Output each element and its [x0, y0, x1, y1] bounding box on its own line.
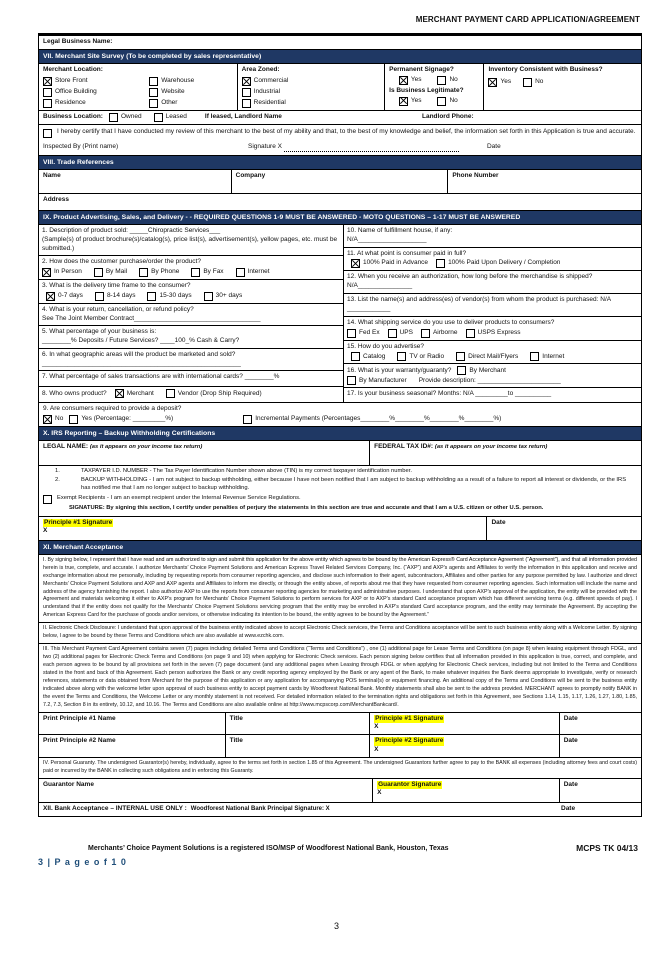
checkbox-label: By Mail [105, 268, 128, 276]
title-field[interactable] [226, 735, 370, 757]
q8-label: 8. Who owns product? [42, 389, 107, 397]
opt-vendor-drop-ship[interactable] [166, 389, 262, 398]
checkbox-icon [43, 77, 52, 86]
question-4[interactable] [39, 304, 343, 327]
signature-line[interactable] [284, 145, 459, 152]
trade-address-field[interactable] [39, 194, 641, 211]
opt-other[interactable] [149, 99, 194, 108]
checkbox-label: USPS Express [477, 328, 521, 336]
trade-phone-label: Phone Number [452, 171, 499, 179]
signature-x: X [377, 789, 382, 797]
opt-deposit-no[interactable] [43, 415, 63, 424]
q16-label: 16. What is your warranty/guaranty? [347, 366, 452, 374]
opt-signage-yes[interactable] [399, 76, 422, 85]
checkbox-icon [347, 376, 356, 385]
checkbox-icon [437, 97, 446, 106]
signature-label: Principle #1 Signature [375, 714, 444, 722]
print-name-label: Print Principle #2 Name [43, 737, 116, 745]
checkbox-icon [149, 99, 158, 108]
checkbox-icon [347, 329, 356, 338]
signage-cell [385, 64, 484, 110]
checkbox-icon [109, 113, 118, 122]
checkbox-label: No [449, 96, 458, 104]
merchant-acceptance-para-1: I. By signing below, I represent that I have read and am authorized to sign and submit this application for the above entity which agrees to be bound by the American Express® Card Acceptance Agreement (“Agreement”), and that all information provided herein is true, complete, and accurate. I authorize Merchants’ Choice Payment Solutions and American Express Travel Related Services Company, Inc. (“AXP”) and AXP’s agents and Affiliates to verify the information in this application and receive and exchange information about me personally, including by requesting reports from consumer reporting agencies, and disclose such information to their agent, subcontractors, Affiliates and other parties for any purpose permitted by law. I authorize and direct Merchants’ Choice Payment Solutions and AXP and AXP agents and Affiliates to inform me directly, or through the entity above, of reports about me that they have requested from consumer reporting agencies. Such information will include the name and address of the agency furnishing the report. I also authorize AXP to use the reports from consumer reporting agencies for marketing and administrative purposes. I understand that upon AXP’s approval of the application, the entity will be provided with the Agreement and materials welcoming it either to AXP’s program for Merchants’ Choice Payment Solutions to perform services for AXP or to AXP’s standard Card acceptance program which has different servicing terms (e.g. different speeds of pay). I understand that if the entity does not qualify for the Merchants’ Choice Payment Solutions servicing program that the entity may be enrolled in AXP’s standard Card acceptance program, and the entity may terminate the Agreement. By accepting the American Express Card for the purchase of goods and/or services, or otherwise indicating its intention to be bound, the entity agrees to be bound by the Agreement.” [39, 555, 641, 624]
checkbox-icon [204, 292, 213, 301]
inspected-by-label: Inspected By (Print name) [43, 142, 119, 150]
checkbox-label: Yes [410, 96, 422, 104]
checkbox-label: Airborne [432, 328, 458, 336]
checkbox-icon [154, 113, 163, 122]
question-6[interactable] [39, 349, 343, 372]
checkbox-label: By Manufacturer [359, 376, 407, 384]
date-field[interactable] [560, 779, 641, 802]
q6-value: _______________________________________________________ [42, 359, 241, 367]
opt-warranty-merchant[interactable] [457, 366, 506, 375]
date-label: Date [486, 142, 501, 150]
checkbox-icon [43, 415, 52, 424]
checkbox-icon [243, 415, 252, 424]
date-field[interactable] [487, 517, 641, 540]
checkbox-icon [456, 352, 465, 361]
irs-name-row [39, 441, 641, 466]
q6-label: 6. In what geographic areas will the product be marketed and sold? [42, 350, 236, 358]
date-field[interactable] [560, 735, 641, 757]
opt-legitimate-no[interactable] [437, 97, 457, 106]
certify-row [39, 125, 641, 141]
business-location-row [39, 111, 641, 125]
print-name-field[interactable] [39, 735, 226, 757]
application-form [38, 33, 642, 817]
item-text: BACKUP WITHHOLDING - I am not subject to backup withholding, either because I have not been notified that I am subject to backup withholding as a result of a failure to report all interest or dividends, or the IRS has notified me that I am no longer subject to backup withholding. [81, 477, 627, 491]
checkbox-icon [457, 366, 466, 375]
checkbox-icon [242, 99, 251, 108]
checkbox-icon [399, 97, 408, 106]
opt-legitimate-yes[interactable] [399, 97, 422, 106]
inventory-consistent-label: Inventory Consistent with Business? [488, 66, 603, 74]
checkbox-icon [421, 329, 430, 338]
q12-label: 12. When you receive an authorization, how long before the merchandise is shipped? [347, 273, 593, 281]
merchant-acceptance-para-2: II. Electronic Check Disclosure: I understand that upon approval of the business entity indicated above to accept Electronic Check services, the Terms and Conditions acceptance will be sent to such business entity along with a Welcome Letter. By signing below, I agree to be bound by these Terms and Conditions which are also available at www.ezchk.com. [39, 623, 641, 644]
checkbox-label: Internet [542, 352, 565, 360]
signature-x: X [43, 527, 48, 535]
print-name-field[interactable] [39, 713, 226, 735]
checkbox-icon [351, 352, 360, 361]
merchant-location-cell [39, 64, 238, 110]
cert-item-2 [43, 477, 637, 493]
checkbox-label: By Fax [203, 268, 224, 276]
question-1[interactable] [39, 225, 343, 256]
withholding-certifications [39, 466, 641, 516]
q11-label: 11. At what point is consumer paid in full? [347, 249, 467, 257]
checkbox-label: Warehouse [161, 77, 195, 85]
document-title: MERCHANT PAYMENT CARD APPLICATION/AGREEMENT [415, 15, 640, 24]
q1-note: (Sample(s) of product brochure(s)/catalog(s), price list(s), advertisement(s), yellow pages, etc. must be submitted.) [42, 235, 338, 252]
checkbox-icon [236, 268, 245, 277]
title-label: Title [229, 714, 243, 722]
checkbox-label: Incremental Payments (Percentages________%________%________%________%) [255, 415, 502, 423]
question-2 [39, 256, 343, 280]
bank-acceptance-row [39, 803, 641, 817]
cert-item-1 [43, 468, 637, 476]
q17-label: 17. Is your business seasonal? Months: N/A _________to __________ [347, 390, 552, 398]
opt-8-14-days[interactable] [95, 292, 136, 301]
date-field[interactable] [560, 713, 641, 735]
opt-ups[interactable] [388, 329, 413, 338]
area-zoned-label: Area Zoned: [241, 66, 280, 74]
legal-business-name-label: Legal Business Name: [43, 38, 113, 45]
item-number: 1. [55, 468, 60, 475]
checkbox-label: 100% Paid in Advance [363, 259, 429, 267]
q10-label: 10. Name of fulfillment house, if any: [347, 227, 453, 235]
opt-direct-mail[interactable] [456, 352, 518, 361]
item-number: 2. [55, 477, 60, 484]
opt-store-front[interactable] [43, 77, 137, 86]
question-14 [344, 317, 641, 341]
question-13[interactable] [344, 294, 641, 317]
opt-by-phone[interactable] [139, 268, 179, 277]
certify-text: I hereby certify that I have conducted my review of this merchant to the best of my ability and that, to the best of my knowledge and belief, the information set forth in this Application is true and accurate. [57, 127, 636, 135]
legal-business-name-row[interactable] [39, 36, 641, 50]
federal-tax-id-label: FEDERAL TAX ID#: [374, 443, 434, 451]
date-label: Date [563, 737, 578, 745]
area-zoned-cell [238, 64, 385, 110]
opt-by-fax[interactable] [191, 268, 223, 277]
trade-phone-field[interactable] [448, 170, 641, 193]
question-15 [344, 341, 641, 365]
checkbox-label: Direct Mail/Flyers [468, 352, 519, 360]
legal-name-field[interactable] [39, 441, 370, 465]
signature-x: X [374, 745, 379, 753]
checkbox-label: By Merchant [469, 366, 506, 374]
checkbox-label: Industrial [253, 88, 281, 96]
principle1-signature-row [39, 713, 641, 736]
question-16 [344, 364, 641, 388]
section-ix-header: IX. Product Advertising, Sales, and Delivery - - REQUIRED QUESTIONS 1-9 MUST BE ANSWERED - MOTO QUESTIONS – 1-17 MUST BE ANSWERED [39, 211, 641, 225]
signature-label: Principle #2 Signature [375, 737, 444, 745]
checkbox-icon [466, 329, 475, 338]
opt-usps-express[interactable] [466, 329, 521, 338]
checkbox-label: Yes [410, 76, 422, 84]
inspected-row [39, 141, 641, 156]
question-11 [344, 248, 641, 272]
opt-inventory-yes[interactable] [488, 78, 511, 87]
checkbox-label: UPS [399, 328, 413, 336]
checkbox-label: Store Front [55, 77, 88, 85]
checkbox-icon [399, 76, 408, 85]
date-label: Date [561, 805, 576, 813]
checkbox-label: In Person [54, 268, 82, 276]
guarantor-signature-label: Guarantor Signature [378, 780, 442, 788]
exempt-checkbox[interactable] [43, 495, 52, 504]
checkbox-icon [69, 415, 78, 424]
trade-company-label: Company [235, 171, 266, 179]
checkbox-label: Fed Ex [359, 328, 380, 336]
opt-office-building[interactable] [43, 88, 137, 97]
landlord-name-label[interactable]: If leased, Landlord Name [204, 113, 282, 121]
trade-address-label: Address [43, 195, 70, 203]
checkbox-icon [436, 259, 445, 268]
opt-tv-radio[interactable] [397, 352, 444, 361]
footer-form-code: MCPS TK 04/13 [576, 843, 638, 853]
opt-incremental-payments[interactable] [243, 415, 501, 424]
opt-commercial[interactable] [242, 77, 368, 86]
legal-name-label: LEGAL NAME: [43, 443, 89, 451]
checkbox-label: No [55, 415, 64, 423]
q3-label: 3. What is the delivery time frame to the consumer? [42, 282, 191, 290]
signature-field[interactable] [370, 713, 560, 735]
opt-warehouse[interactable] [149, 77, 194, 86]
merchant-location-options [43, 77, 233, 108]
opt-residence[interactable] [43, 99, 137, 108]
date-label: Date [563, 780, 578, 788]
checkbox-icon [42, 268, 51, 277]
opt-deposit-yes[interactable] [69, 415, 173, 424]
trade-references [39, 170, 641, 194]
checkbox-label: Residence [55, 99, 86, 107]
checkbox-icon [43, 88, 52, 97]
checkbox-label: No [449, 76, 458, 84]
q16-description[interactable]: Provide description: _______________________ [418, 376, 561, 384]
guarantor-row [39, 779, 641, 803]
questions-left-column [39, 225, 344, 402]
checkbox-label: Leased [165, 113, 187, 121]
checkbox-icon [95, 292, 104, 301]
opt-paid-in-advance[interactable] [351, 259, 428, 268]
opt-warranty-manufacturer[interactable] [347, 376, 407, 385]
business-location-label: Business Location: [43, 113, 103, 121]
opt-leased[interactable] [154, 113, 187, 122]
q4-label: 4. What is your return, cancellation, or refund policy? [42, 305, 194, 313]
item-text: TAXPAYER I.D. NUMBER - The Tax Payer Identification Number shown above (TIN) is my correct taxpayer identification number. [81, 468, 412, 475]
question-10[interactable] [344, 225, 641, 248]
checkbox-icon [242, 77, 251, 86]
opt-internet-q2[interactable] [236, 268, 270, 277]
question-8 [39, 387, 343, 402]
bank-acceptance-label: XII. Bank Acceptance – INTERNAL USE ONLY : [43, 805, 187, 813]
question-17[interactable] [344, 388, 641, 402]
opt-catalog[interactable] [351, 352, 385, 361]
merchant-acceptance-para-3: III. This Merchant Payment Card Agreement contains seven (7) pages including detailed Terms and Conditions (“Terms and Conditions”) , one (1) additional page for Lease Terms and Conditions (on page 8) when leasing equipment through FDGL, and two (2) additional pages for Electronic Check Terms and Conditions (on page 9 and 10) when applying for Electronic Check services. Each person signing below certifies that all information provided in this application is true, correct, and complete, and each person agrees to be bound by all provisions set forth in the seven (7) page document (and any additional pages when Leasing through FDGL or when applying for Electronic Check services, including but not limited to the Terms and Conditions stated in the front and back of this Agreement. Each person authorizes the Bank or any credit reporting agency employed by the Bank or any agent of the Bank, to make whatever inquiries the Bank deems appropriate to investigate, verify or research references, statements or data obtained from Merchant for the purpose of this application or any application for accompanying POS terminal(s) or equipment financing. An additional copy of the Terms and Conditions will be sent to the business entity indicated above along with the welcome letter upon approval of such business entity to accept payment cards by Woodforest National Bank. Monthly statements shall also be sent to the address provided. MERCHANT agrees to promptly notify BANK in the event the Terms and Conditions, the Welcome Letter or any monthly statement is not received. For detailed information related to the termination rights and obligations set forth in this Agreement, see Sections 1.14, 1.15, 1.17, 1.26, 1.27, 1.80, 1.85, 7.2, 7.3, Section 8 in its entirety, 10.12, and 10.16. The Terms and Conditions are also available online at http://www.mcpscorp.com/MerchantBankcard/. [39, 644, 641, 713]
inventory-cell [484, 64, 641, 110]
checkbox-icon [43, 99, 52, 108]
opt-fedex[interactable] [347, 329, 380, 338]
opt-signage-no[interactable] [437, 76, 457, 85]
checkbox-label: By Phone [151, 268, 180, 276]
q5-value: ________% Deposits / Future Services? ____100_% Cash & Carry? [42, 337, 240, 345]
bank-principal-signature[interactable]: Woodforest National Bank Principal Signature: X [190, 806, 330, 813]
irs-signature-row [39, 517, 641, 541]
checkbox-label: Yes (Percentage: _________%) [81, 415, 174, 423]
title-field[interactable] [226, 713, 370, 735]
signature-field[interactable] [370, 735, 560, 757]
exempt-label: Exempt Recipients - I am an exempt recipient under the Internal Revenue Service Regulations. [57, 494, 301, 501]
title-label: Title [229, 737, 243, 745]
checkbox-label: Website [161, 88, 185, 96]
print-name-label: Print Principle #1 Name [43, 714, 116, 722]
federal-tax-id-note: (as it appears on your income tax return) [434, 444, 548, 451]
principle2-signature-row [39, 735, 641, 758]
checkbox-icon [115, 389, 124, 398]
opt-industrial[interactable] [242, 88, 368, 97]
opt-in-person[interactable] [42, 268, 82, 277]
checkbox-label: Merchant [126, 389, 154, 397]
q10-value: N/A___________________ [347, 235, 427, 243]
checkbox-label: No [535, 78, 544, 86]
checkbox-icon [191, 268, 200, 277]
business-legitimate-label: Is Business Legitimate? [389, 86, 464, 94]
checkbox-label: Office Building [55, 88, 97, 96]
checkbox-label: 100% Paid Upon Delivery / Completion [448, 259, 561, 267]
checkbox-label: 8-14 days [106, 291, 136, 299]
opt-website[interactable] [149, 88, 194, 97]
q12-value: N/A_______________ [347, 282, 413, 290]
checkbox-label: Other [161, 99, 178, 107]
questions-right-column [344, 225, 641, 402]
page-number: 3 [334, 921, 340, 931]
checkbox-label: Yes [500, 78, 512, 86]
q13-label: 13. List the name(s) and address(es) of vendor(s) from whom the product is purchased: N/A ____________ [347, 295, 611, 312]
principle1-signature-field[interactable] [39, 517, 487, 540]
q7-label: 7. What percentage of sales transactions are with international cards? ________% [42, 373, 280, 381]
checkbox-icon [139, 268, 148, 277]
checkbox-label: Internet [247, 268, 270, 276]
date-label: Date [563, 714, 578, 722]
checkbox-icon [397, 352, 406, 361]
opt-airborne[interactable] [421, 329, 458, 338]
question-5[interactable] [39, 326, 343, 349]
opt-owned[interactable] [109, 113, 142, 122]
date-label: Date [491, 518, 506, 526]
question-12[interactable] [344, 271, 641, 294]
checkbox-icon [351, 259, 360, 268]
personal-guaranty-para: IV. Personal Guaranty. The undersigned Guarantor(s) hereby, individually, agree to the terms set forth in section 1.85 of this Agreement. The undersigned Guarantors further agree to pay to the BANK all expenses (including attorney fees and court costs) paid or incurred by the BANK in collecting such obligations and in enforcing this Guaranty. [39, 758, 641, 779]
signature-note: SIGNATURE: By signing this section, I certify under penalties of perjury the statements in this section are true and accurate and that I am a U.S. citizen or other U.S. person. [69, 504, 544, 511]
guarantor-signature-field[interactable] [373, 779, 560, 802]
opt-by-mail[interactable] [94, 268, 127, 277]
checkbox-label: Catalog [363, 352, 386, 360]
opt-15-30-days[interactable] [147, 292, 191, 301]
section-viii-header: VIII. Trade References [39, 156, 641, 170]
checkbox-label: 0-7 days [58, 291, 83, 299]
checkbox-label: Vendor (Drop Ship Required) [177, 389, 262, 397]
trade-name-label: Name [43, 171, 61, 179]
checkbox-icon [488, 78, 497, 87]
section-vii-header: VII. Merchant Site Survey (To be completed by sales representative) [39, 50, 641, 64]
guarantor-name-label: Guarantor Name [43, 780, 94, 788]
checkbox-icon [149, 77, 158, 86]
federal-tax-id-field[interactable] [370, 441, 641, 465]
q4-value: See The Joint Member Contract___________________________________ [42, 314, 261, 322]
checkbox-icon [523, 78, 532, 87]
permanent-signage-label: Permanent Signage? [389, 66, 454, 74]
opt-30-plus-days[interactable] [204, 292, 243, 301]
legal-name-note: (as it appears on your income tax return) [89, 444, 203, 451]
checkbox-icon [149, 88, 158, 97]
trade-name-field[interactable] [39, 170, 232, 193]
q5-label: 5. What percentage of your business is: [42, 328, 157, 336]
signature-x: X [374, 723, 379, 731]
checkbox-label: Owned [120, 113, 142, 121]
checkbox-icon [388, 329, 397, 338]
landlord-phone-label[interactable]: Landlord Phone: [422, 113, 474, 121]
principle1-signature-label: Principle #1 Signature [44, 518, 113, 526]
checkbox-icon [147, 292, 156, 301]
q15-label: 15. How do you advertise? [347, 342, 424, 350]
checkbox-label: Residential [253, 99, 286, 107]
opt-internet-q15[interactable] [530, 352, 564, 361]
question-9 [39, 403, 641, 427]
exempt-recipients-row [43, 495, 637, 504]
opt-paid-upon-delivery[interactable] [436, 259, 560, 268]
checkbox-icon [94, 268, 103, 277]
footer-registration-text: Merchants’ Choice Payment Solutions is a registered ISO/MSP of Woodforest National Bank, Houston, Texas [88, 845, 449, 852]
section-x-header: X. IRS Reporting – Backup Withholding Certifications [39, 427, 641, 441]
checkbox-label: 30+ days [215, 291, 243, 299]
q1-text: 1. Description of product sold: _____Chiropractic Services___ [42, 227, 221, 235]
checkbox-icon [437, 76, 446, 85]
checkbox-icon [242, 88, 251, 97]
opt-inventory-no[interactable] [523, 78, 543, 87]
guarantor-name-field[interactable] [39, 779, 373, 802]
q14-label: 14. What shipping service do you use to deliver products to consumers? [347, 318, 555, 326]
footer-page-label: 3 | P a g e o f 1 0 [38, 857, 127, 867]
checkbox-icon [46, 292, 55, 301]
opt-residential[interactable] [242, 99, 368, 108]
checkbox-icon [530, 352, 539, 361]
checkbox-label: Commercial [253, 77, 289, 85]
certify-checkbox[interactable] [43, 129, 52, 138]
signature-label: Signature X [248, 142, 282, 150]
questions-grid [39, 225, 641, 403]
opt-merchant[interactable] [115, 389, 154, 398]
question-7[interactable] [39, 371, 343, 387]
question-3 [39, 280, 343, 304]
merchant-location-label: Merchant Location: [43, 66, 103, 74]
checkbox-label: 15-30 days [159, 291, 192, 299]
checkbox-icon [166, 389, 175, 398]
opt-0-7-days[interactable] [46, 292, 83, 301]
q9-label: 9. Are consumers required to provide a deposit? [43, 405, 182, 413]
trade-company-field[interactable] [232, 170, 449, 193]
merchant-site-survey [39, 64, 641, 111]
q2-label: 2. How does the customer purchase/order the product? [42, 258, 201, 266]
section-xi-header: XI. Merchant Acceptance [39, 541, 641, 555]
checkbox-label: TV or Radio [409, 352, 445, 360]
